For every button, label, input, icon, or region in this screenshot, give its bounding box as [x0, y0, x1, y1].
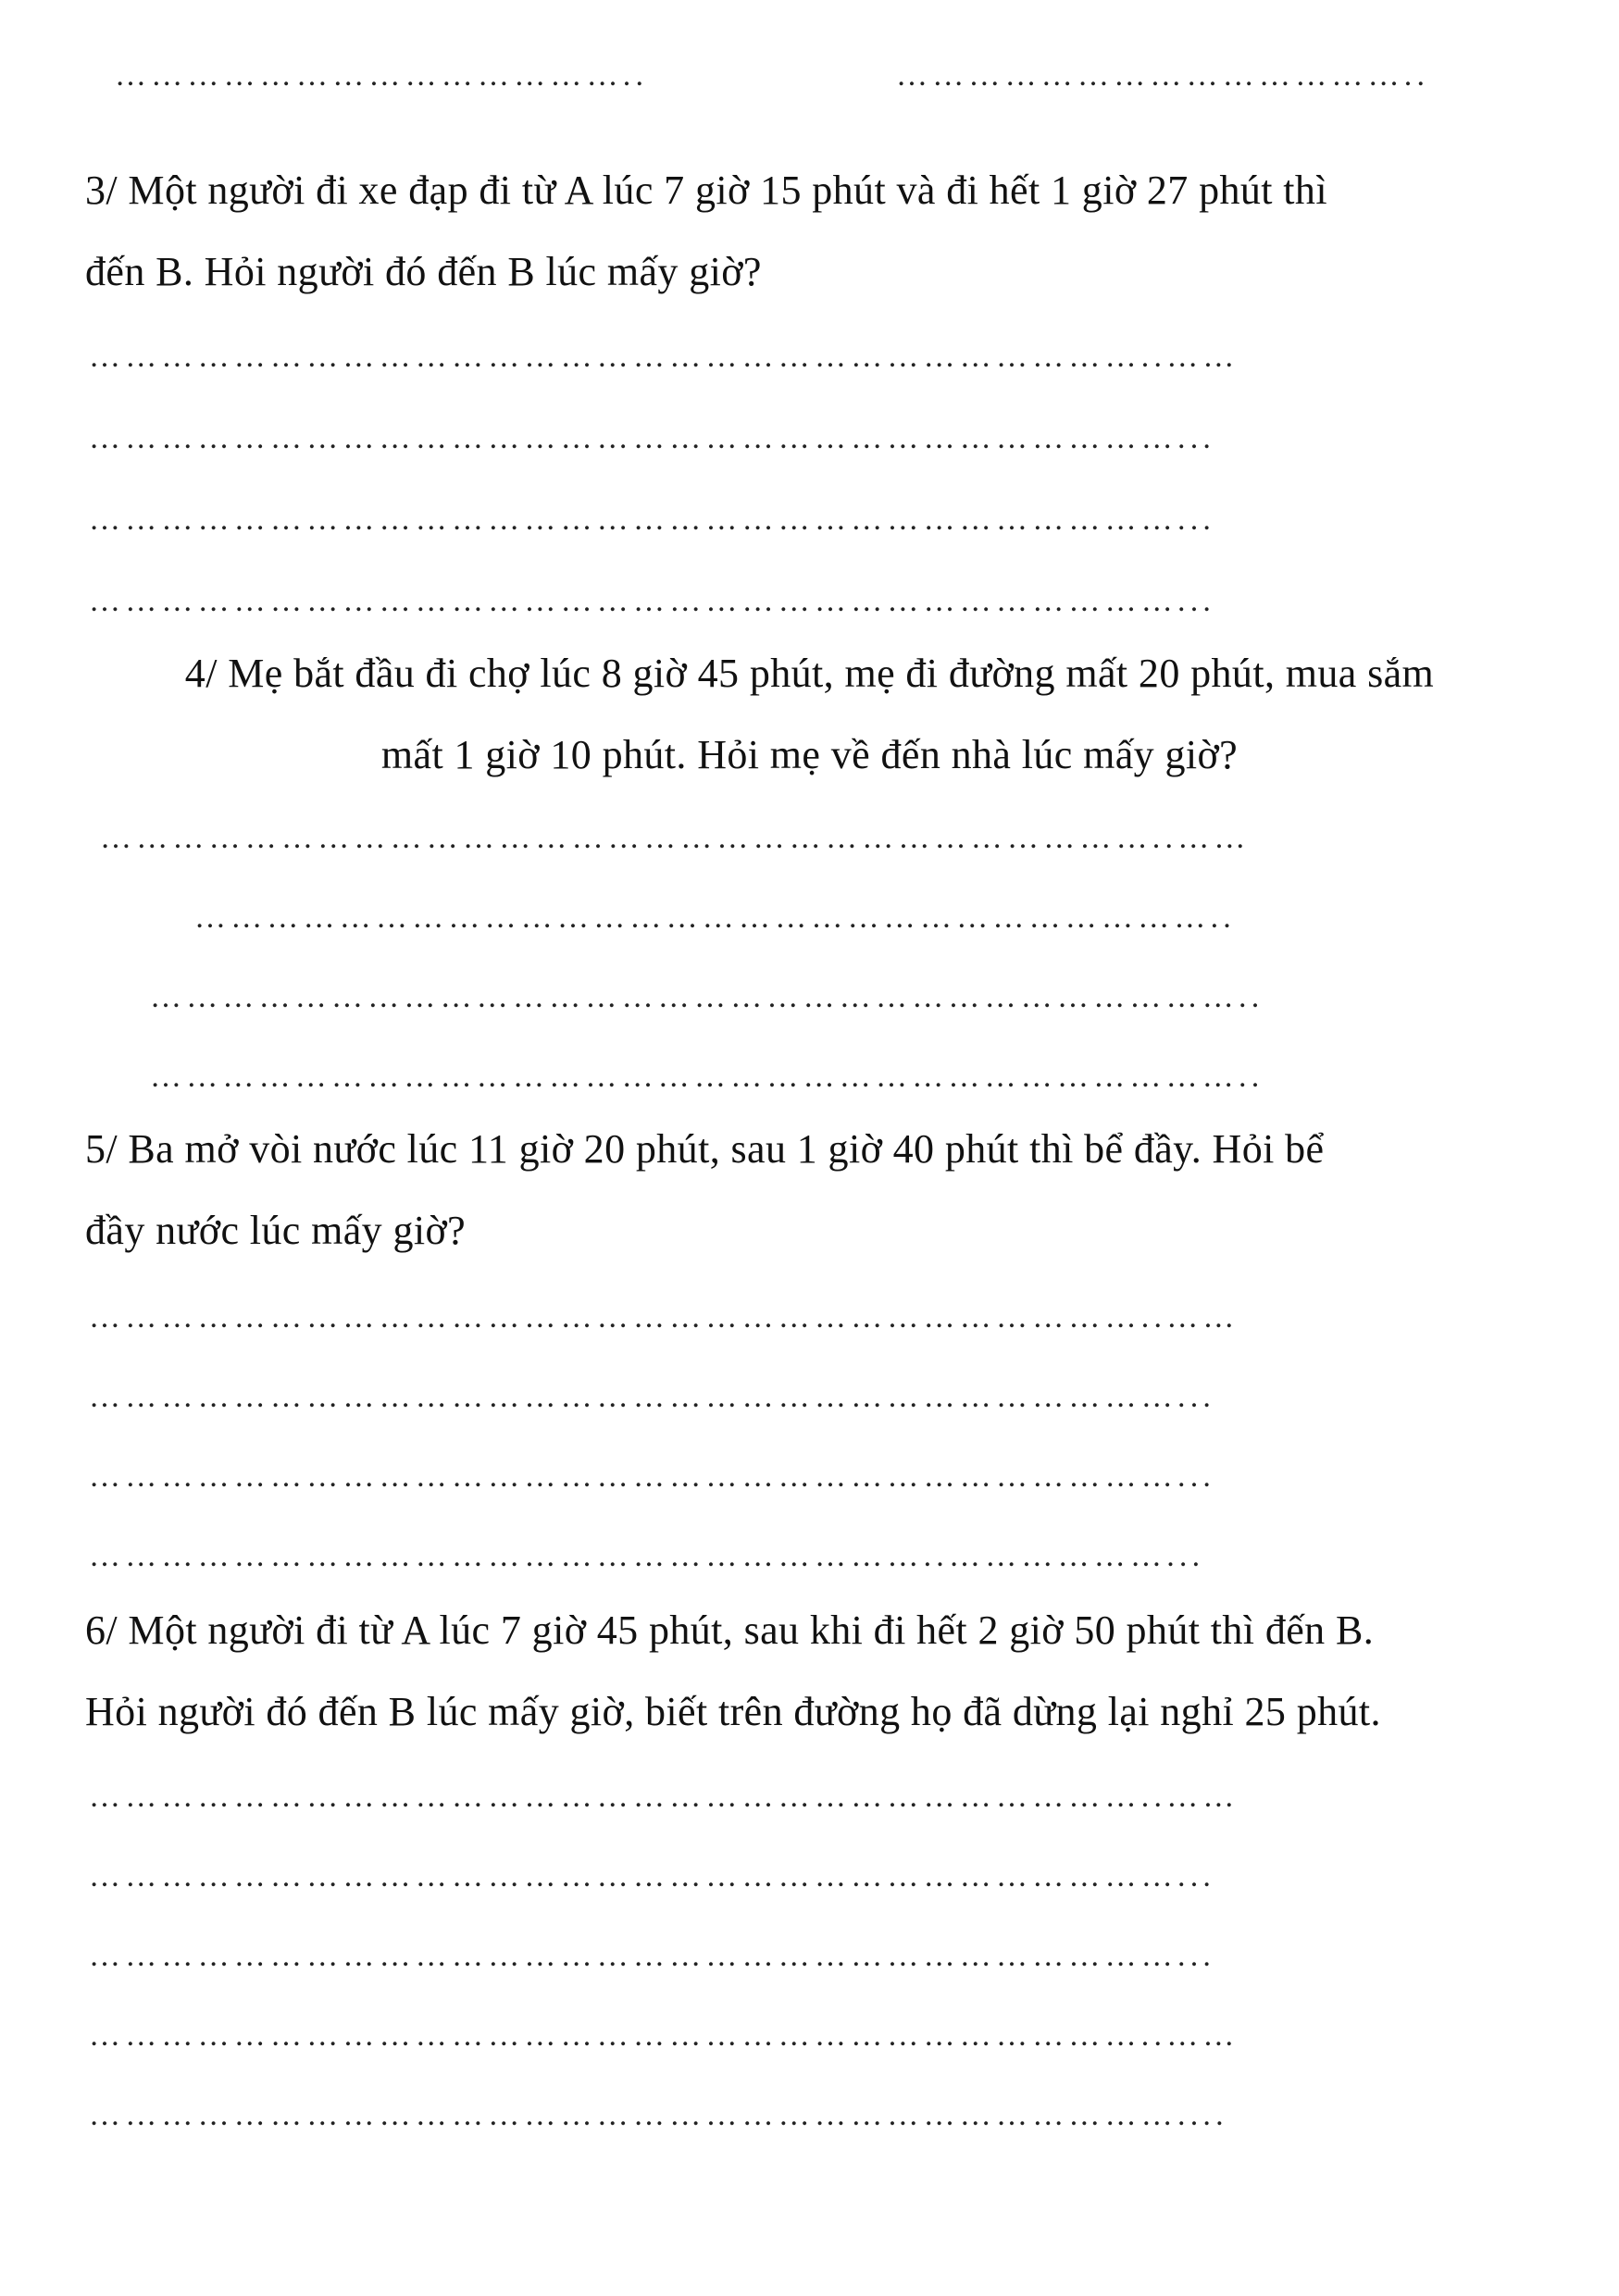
answer-blank-6-2[interactable]: ………………………………………………………………………………... [89, 1859, 1216, 1893]
problem-5-line-1: 5/ Ba mở vòi nước lúc 11 giờ 20 phút, sau 1 giờ 40 phút thì bể đầy. Hỏi bể [85, 1126, 1325, 1172]
answer-blank-5-2[interactable]: ………………………………………………………………………………... [89, 1380, 1216, 1414]
answer-blank-top-right[interactable]: …………………………………….. [896, 58, 1430, 93]
answer-blank-4-1[interactable]: ……………………………………………………………………………..…… [100, 821, 1251, 855]
answer-blank-6-5[interactable]: ……………………………………………………………………………….... [89, 2098, 1228, 2132]
answer-blank-5-1[interactable]: ……………………………………………………………………………..…… [89, 1300, 1239, 1334]
answer-blank-4-2[interactable]: ………………………………………………………………………….. [194, 900, 1236, 935]
answer-blank-3-1[interactable]: ……………………………………………………………………………..…… [89, 340, 1239, 374]
answer-blank-5-3[interactable]: ………………………………………………………………………………... [89, 1459, 1216, 1494]
answer-blank-6-1[interactable]: ……………………………………………………………………………..…… [89, 1780, 1239, 1814]
problem-3-line-2: đến B. Hỏi người đó đến B lúc mấy giờ? [85, 249, 762, 294]
answer-blank-6-3[interactable]: ………………………………………………………………………………... [89, 1939, 1216, 1973]
problem-4-line-2: mất 1 giờ 10 phút. Hỏi mẹ về đến nhà lúc mấy giờ? [380, 732, 1239, 777]
answer-blank-4-4[interactable]: ……………………………………………………………………………….. [150, 1060, 1264, 1094]
answer-blank-4-3[interactable]: ……………………………………………………………………………….. [150, 980, 1264, 1014]
problem-6-line-1: 6/ Một người đi từ A lúc 7 giờ 45 phút, sau khi đi hết 2 giờ 50 phút thì đến B. [85, 1607, 1375, 1653]
answer-blank-3-4[interactable]: ………………………………………………………………………………... [89, 584, 1216, 618]
problem-5-line-2: đầy nước lúc mấy giờ? [85, 1208, 467, 1253]
problem-6-line-2: Hỏi người đó đến B lúc mấy giờ, biết trên đường họ đã dừng lại nghỉ 25 phút. [85, 1689, 1381, 1734]
problem-4-line-1: 4/ Mẹ bắt đầu đi chợ lúc 8 giờ 45 phút, mẹ đi đường mất 20 phút, mua sắm [184, 651, 1435, 696]
problem-3-line-1: 3/ Một người đi xe đạp đi từ A lúc 7 giờ 15 phút và đi hết 1 giờ 27 phút thì [85, 168, 1327, 213]
answer-blank-top-left[interactable]: …………………………………….. [115, 58, 649, 93]
answer-blank-6-4[interactable]: ……………………………………………………………………………..…… [89, 2018, 1239, 2053]
answer-blank-3-3[interactable]: ………………………………………………………………………………... [89, 503, 1216, 537]
answer-blank-5-4[interactable]: ……………………………………………………………..………………... [89, 1539, 1205, 1573]
answer-blank-3-2[interactable]: ………………………………………………………………………………... [89, 421, 1216, 455]
